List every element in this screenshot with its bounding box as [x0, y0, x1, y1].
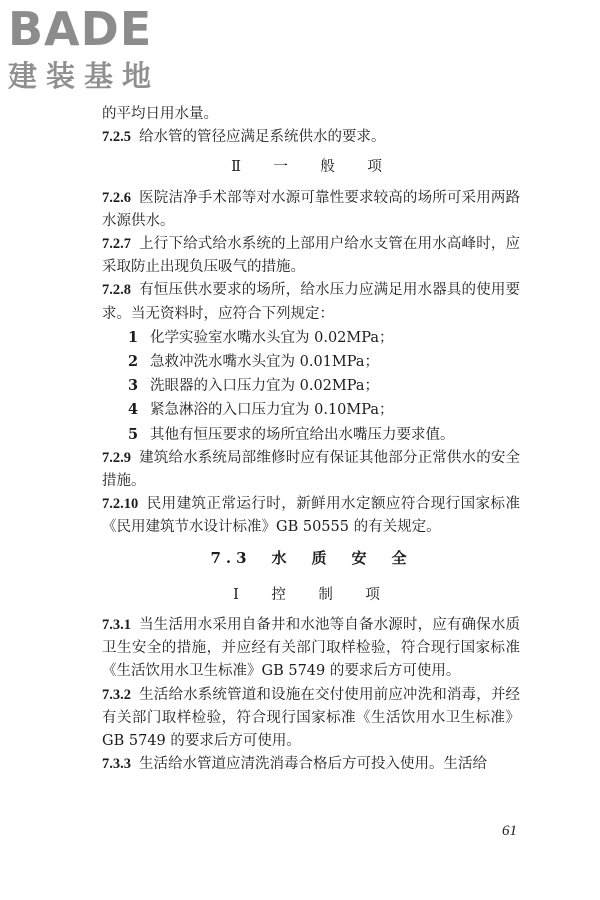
list-item [102, 423, 520, 447]
section-heading-control: Ⅰ 控 制 项 [233, 586, 389, 603]
bade-logo [8, 2, 183, 98]
list-item [102, 350, 520, 374]
clause-text: 医院洁净手术部等对水源可靠性要求较高的场所可采用两路水源供水。 [102, 189, 520, 229]
clause-number: 7.3.3 [102, 756, 131, 773]
clause-number: 7.2.7 [102, 236, 131, 253]
list-text: 洗眼器的入口压力宜为 0.02MPa； [150, 378, 379, 395]
clause-number: 7.3.1 [102, 617, 131, 634]
list-item [102, 326, 520, 350]
clause-text: 建筑给水系统局部维修时应有保证其他部分正常供水的安全措施。 [102, 449, 520, 490]
list-text: 急救冲洗水嘴水头宜为 0.01MPa； [150, 354, 379, 371]
clause-7-2-10 [102, 493, 520, 539]
clause-text: 生活给水系统管道和设施在交付使用前应冲洗和消毒，并经有关部门取样检验，符合现行国家标准《生活饮用水卫生标准》GB 5749 的要求后方可使用。 [102, 686, 520, 750]
clause-text: 给水管的管径应满足系统供水的要求。 [139, 129, 386, 146]
clause-7-2-6 [102, 187, 520, 233]
list-text: 紧急淋浴的入口压力宜为 0.10MPa； [150, 402, 394, 419]
clause-7-2-8 [102, 279, 520, 325]
chapter-heading-water-quality: 7.3 水 质 安 全 [210, 548, 412, 567]
page-body [102, 103, 520, 776]
list-number: 3 [128, 377, 139, 395]
list-number: 2 [128, 353, 139, 371]
clause-number: 7.2.6 [102, 189, 131, 206]
list-text: 其他有恒压要求的场所宜给出水嘴压力要求值。 [150, 426, 455, 443]
page-number: 61 [502, 823, 517, 839]
continued-text: 的平均日用水量。 [102, 106, 218, 122]
clause-number: 7.2.10 [102, 496, 139, 513]
clause-7-2-7 [102, 233, 520, 279]
clause-number: 7.2.9 [102, 449, 131, 466]
clause-text: 生活给水管道应清洗消毒合格后方可投入使用。生活给 [139, 756, 487, 773]
clause-text: 上行下给式给水系统的上部用户给水支管在用水高峰时，应采取防止出现负压吸气的措施。 [102, 236, 520, 276]
list-item [102, 398, 520, 422]
clause-text: 民用建筑正常运行时，新鲜用水定额应符合现行国家标准《民用建筑节水设计标准》GB 50555 的有关规定。 [102, 496, 520, 536]
clause-7-3-3 [102, 753, 520, 776]
clause-7-3-2 [102, 684, 520, 754]
clause-7-3-1 [102, 614, 520, 684]
clause-number: 7.2.5 [102, 129, 131, 146]
list-text: 化学实验室水嘴水头宜为 0.02MPa； [150, 329, 394, 346]
logo-wordmark: BADE [8, 2, 153, 56]
clause-text: 当生活用水采用自备井和水池等自备水源时，应有确保水质卫生安全的措施，并应经有关部门取样检验，符合现行国家标准《生活饮用水卫生标准》GB 5749 的要求后方可使用。 [102, 617, 520, 680]
list-item [102, 374, 520, 398]
clause-text: 有恒压供水要求的场所，给水压力应满足用水器具的使用要求。当无资料时，应符合下列规定： [102, 282, 520, 322]
clause-7-2-5 [102, 126, 520, 149]
section-heading-general: Ⅱ 一 般 项 [231, 159, 391, 176]
clause-number: 7.2.8 [102, 282, 131, 299]
clause-number: 7.3.2 [102, 686, 131, 703]
list-number: 4 [128, 401, 139, 419]
logo-subtitle: 建装基地 [8, 59, 161, 93]
list-number: 5 [128, 425, 139, 443]
clause-7-2-9 [102, 447, 520, 493]
list-number: 1 [128, 328, 139, 346]
